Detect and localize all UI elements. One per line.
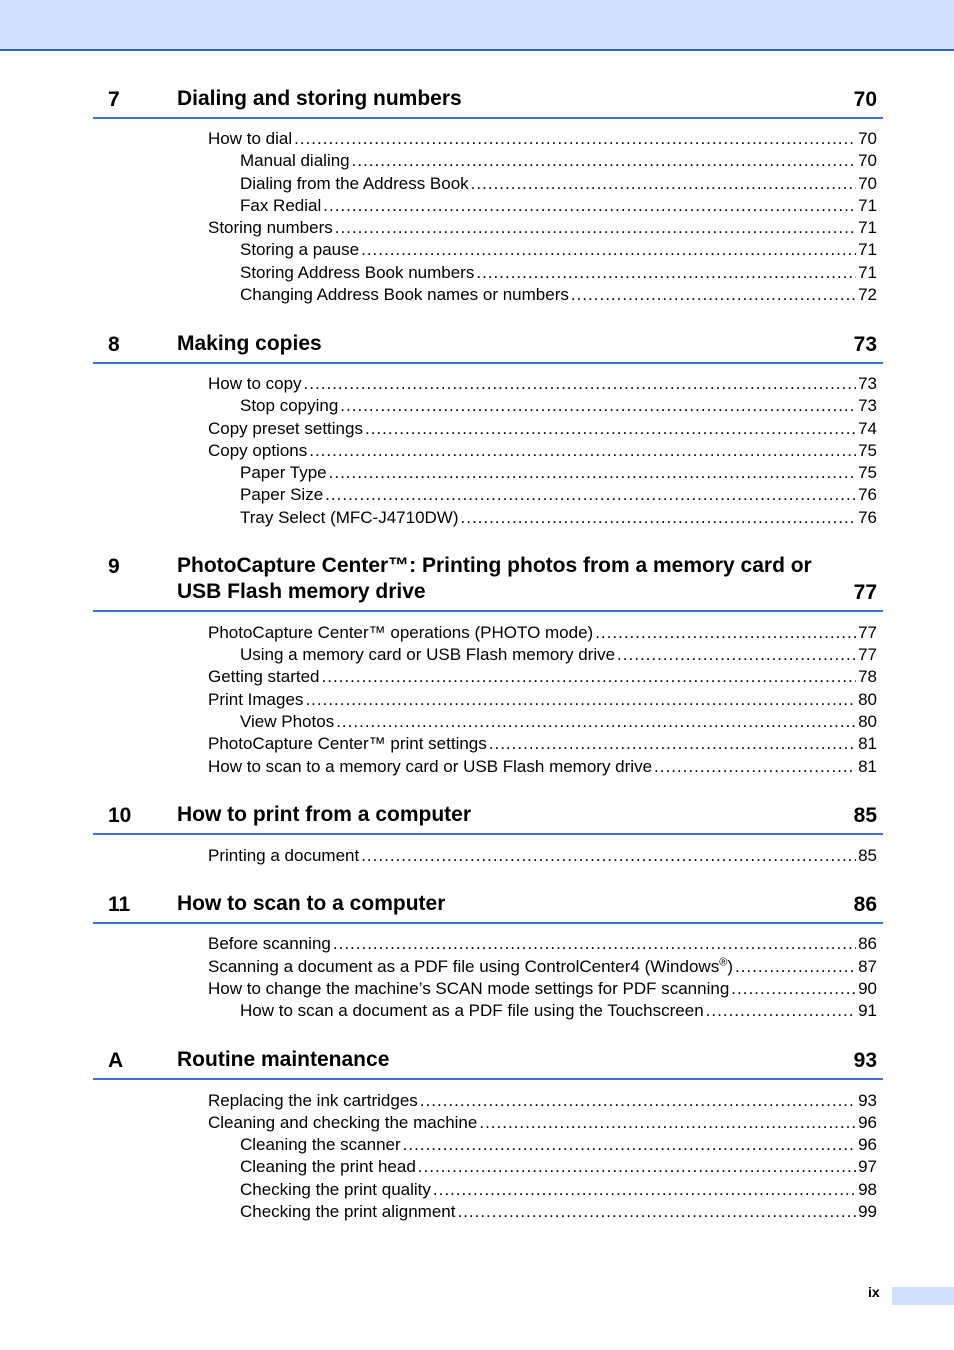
toc-entry[interactable]: How to scan a document as a PDF file using the Touchscreen ..... 91 xyxy=(240,1000,877,1022)
dot-leader xyxy=(735,956,856,978)
chapter-number: A xyxy=(108,1049,124,1072)
dot-leader xyxy=(333,933,856,955)
dot-leader xyxy=(309,440,856,462)
footer-tab xyxy=(892,1287,954,1305)
dot-leader xyxy=(361,239,856,261)
chapter-number: 8 xyxy=(108,333,120,356)
toc-entry[interactable]: Changing Address Book names or numbers ..... 72 xyxy=(240,284,877,306)
toc-entry[interactable]: PhotoCapture Center™ print settings ..... 81 xyxy=(208,733,877,755)
toc-entry[interactable]: Storing numbers ..... 71 xyxy=(208,217,877,239)
dot-leader xyxy=(325,484,856,506)
header-band xyxy=(0,0,954,51)
chapter-heading xyxy=(93,550,883,612)
chapter-number: 10 xyxy=(108,804,132,827)
dot-leader xyxy=(340,395,856,417)
toc-entry[interactable]: Cleaning the print head ..... 97 xyxy=(240,1156,877,1178)
toc-entry[interactable]: View Photos ..... 80 xyxy=(240,711,877,733)
chapter-heading xyxy=(93,327,883,364)
toc-entry[interactable]: Getting started ..... 78 xyxy=(208,666,877,688)
toc-entry[interactable]: Copy preset settings ..... 74 xyxy=(208,418,877,440)
dot-leader xyxy=(336,711,856,733)
toc-entry[interactable]: How to dial ..... 70 xyxy=(208,128,877,150)
toc-entry[interactable]: Storing Address Book numbers ..... 71 xyxy=(240,262,877,284)
chapter-title-line-1: PhotoCapture Center™: Printing photos from a memory card or xyxy=(177,554,812,577)
dot-leader xyxy=(361,845,856,867)
toc-entry[interactable]: Storing a pause ..... 71 xyxy=(240,239,877,261)
toc-entry[interactable]: Paper Type ..... 75 xyxy=(240,462,877,484)
dot-leader xyxy=(323,195,856,217)
dot-leader xyxy=(461,507,857,529)
chapter-page: 85 xyxy=(853,804,877,827)
toc-entry[interactable]: Checking the print alignment ..... 99 xyxy=(240,1201,877,1223)
toc-entry[interactable]: Checking the print quality ..... 98 xyxy=(240,1179,877,1201)
dot-leader xyxy=(403,1134,856,1156)
dot-leader xyxy=(457,1201,856,1223)
dot-leader xyxy=(335,217,856,239)
dot-leader xyxy=(420,1090,856,1112)
chapter-heading xyxy=(93,82,883,119)
chapter-number: 9 xyxy=(108,555,120,578)
chapter-number: 11 xyxy=(108,893,131,916)
dot-leader xyxy=(617,644,856,666)
chapter-number: 7 xyxy=(108,88,120,111)
dot-leader xyxy=(489,733,856,755)
chapter-title: How to print from a computer xyxy=(177,803,471,826)
toc-entry[interactable]: Using a memory card or USB Flash memory drive ..... 77 xyxy=(240,644,877,666)
chapter-heading xyxy=(93,798,883,835)
dot-leader xyxy=(304,373,857,395)
toc-entry[interactable]: Stop copying ..... 73 xyxy=(240,395,877,417)
dot-leader xyxy=(305,689,856,711)
toc-entry[interactable]: Print Images ..... 80 xyxy=(208,689,877,711)
dot-leader xyxy=(479,1112,856,1134)
toc-entry[interactable]: Printing a document ..... 85 xyxy=(208,845,877,867)
toc-entry[interactable]: Cleaning and checking the machine ..... 96 xyxy=(208,1112,877,1134)
dot-leader xyxy=(571,284,856,306)
dot-leader xyxy=(433,1179,856,1201)
toc-entry[interactable]: Before scanning ..... 86 xyxy=(208,933,877,955)
toc-entry[interactable]: How to change the machine’s SCAN mode settings for PDF scanning ..... 90 xyxy=(208,978,877,1000)
dot-leader xyxy=(352,150,856,172)
chapter-page: 73 xyxy=(853,333,877,356)
toc-entry[interactable]: How to copy ..... 73 xyxy=(208,373,877,395)
toc-entry[interactable]: Paper Size ..... 76 xyxy=(240,484,877,506)
toc-entry[interactable]: Dialing from the Address Book ..... 70 xyxy=(240,173,877,195)
dot-leader xyxy=(476,262,856,284)
dot-leader xyxy=(365,418,856,440)
toc-entry[interactable]: Fax Redial ..... 71 xyxy=(240,195,877,217)
toc-entry[interactable]: Cleaning the scanner ..... 96 xyxy=(240,1134,877,1156)
dot-leader xyxy=(418,1156,856,1178)
dot-leader xyxy=(294,128,856,150)
dot-leader xyxy=(329,462,856,484)
toc-entry[interactable]: How to scan to a memory card or USB Flash memory drive ..... 81 xyxy=(208,756,877,778)
chapter-title: Making copies xyxy=(177,332,322,355)
chapter-page: 77 xyxy=(853,581,877,604)
chapter-title-line-2: USB Flash memory drive xyxy=(177,580,426,603)
dot-leader xyxy=(322,666,857,688)
page-number: ix xyxy=(868,1284,880,1300)
chapter-heading xyxy=(93,887,883,924)
chapter-title: Routine maintenance xyxy=(177,1048,390,1071)
dot-leader xyxy=(731,978,856,1000)
chapter-title: How to scan to a computer xyxy=(177,892,446,915)
toc-entry[interactable]: Replacing the ink cartridges ..... 93 xyxy=(208,1090,877,1112)
chapter-title: Dialing and storing numbers xyxy=(177,87,462,110)
toc-entry[interactable]: Copy options ..... 75 xyxy=(208,440,877,462)
chapter-page: 93 xyxy=(853,1049,877,1072)
chapter-page: 70 xyxy=(853,88,877,111)
toc-entry[interactable]: Tray Select (MFC-J4710DW) ..... 76 xyxy=(240,507,877,529)
dot-leader xyxy=(654,756,856,778)
toc-entry[interactable]: Manual dialing ..... 70 xyxy=(240,150,877,172)
toc-entry[interactable]: PhotoCapture Center™ operations (PHOTO mode) ..... 77 xyxy=(208,622,877,644)
chapter-heading xyxy=(93,1043,883,1080)
dot-leader xyxy=(706,1000,856,1022)
dot-leader xyxy=(595,622,856,644)
toc-entry[interactable]: Scanning a document as a PDF file using ControlCenter4 (Windows®) ..... 87 xyxy=(208,956,877,978)
dot-leader xyxy=(471,173,856,195)
registered-mark: ® xyxy=(719,956,728,969)
chapter-page: 86 xyxy=(853,893,877,916)
